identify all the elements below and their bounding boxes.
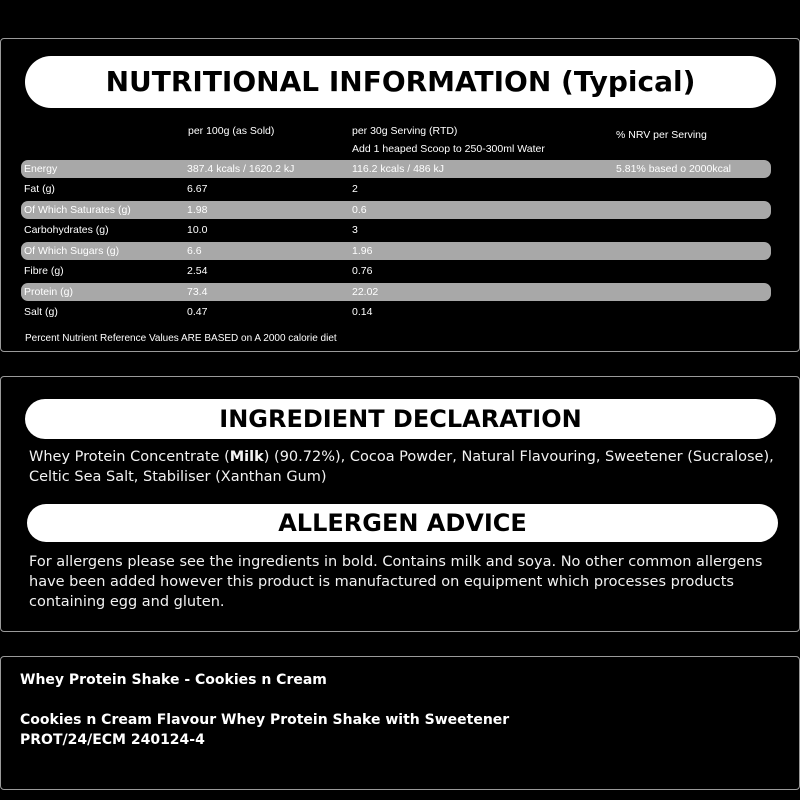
row-label: Energy [24, 163, 58, 175]
row-label: Fibre (g) [24, 265, 64, 277]
table-row [21, 221, 771, 239]
header-per-100g: per 100g (as Sold) [188, 125, 275, 137]
nutrition-title: NUTRITIONAL INFORMATION (Typical) [25, 56, 776, 108]
row-nrv: 5.81% based o 2000kcal [616, 163, 732, 175]
table-row [21, 160, 771, 178]
table-row [21, 180, 771, 198]
row-per100: 6.67 [187, 183, 208, 195]
table-row [21, 303, 771, 321]
nrv-footnote: Percent Nutrient Reference Values ARE BASED on A 2000 calorie diet [25, 333, 337, 344]
ingredients-text-end: ) (90.72%), Cocoa Powder, Natural Flavouring, Sweetener (Sucralose), Celtic Sea Salt, Stabiliser (Xanthan Gum) [29, 449, 774, 485]
row-label: Protein (g) [24, 286, 74, 298]
allergen-text: For allergens please see the ingredients in bold. Contains milk and soya. No other common allergens have been added however this product is manufactured on equipment which processes products containing egg and gluten. [29, 554, 763, 610]
row-label: Fat (g) [24, 183, 55, 195]
row-per100: 6.6 [187, 245, 202, 257]
row-per-serving: 0.14 [352, 306, 373, 318]
row-per-serving: 2 [352, 183, 358, 195]
table-row [21, 283, 771, 301]
row-per-serving: 22.02 [352, 286, 379, 298]
row-label: Of Which Saturates (g) [24, 204, 131, 216]
ingredients-panel [0, 376, 800, 632]
row-label: Of Which Sugars (g) [24, 245, 120, 257]
product-code: PROT/24/ECM 240124-4 [20, 732, 205, 748]
product-panel [0, 656, 800, 790]
row-per-serving: 1.96 [352, 245, 373, 257]
header-per-serving: per 30g Serving (RTD) [352, 125, 458, 137]
row-per-serving: 0.76 [352, 265, 373, 277]
ingredients-text [29, 447, 779, 487]
row-per100: 2.54 [187, 265, 208, 277]
row-per100: 0.47 [187, 306, 208, 318]
ingredients-text-start: Whey Protein Concentrate ( [29, 449, 230, 465]
row-per100: 387.4 kcals / 1620.2 kJ [187, 163, 295, 175]
table-row [21, 201, 771, 219]
ingredients-title: INGREDIENT DECLARATION [25, 399, 776, 439]
row-per-serving: 0.6 [352, 204, 367, 216]
table-row [21, 242, 771, 260]
product-description: Cookies n Cream Flavour Whey Protein Shake with Sweetener [20, 712, 510, 728]
row-label: Salt (g) [24, 306, 58, 318]
row-per-serving: 116.2 kcals / 486 kJ [352, 163, 445, 175]
allergen-title: ALLERGEN ADVICE [27, 504, 778, 542]
row-label: Carbohydrates (g) [24, 224, 109, 236]
table-row [21, 262, 771, 280]
product-name: Whey Protein Shake - Cookies n Cream [20, 672, 327, 688]
allergen-bold-milk: Milk [229, 449, 264, 465]
header-per-serving-sub: Add 1 heaped Scoop to 250-300ml Water [352, 143, 545, 155]
row-per100: 1.98 [187, 204, 208, 216]
nutrition-panel [0, 38, 800, 352]
row-per-serving: 3 [352, 224, 358, 236]
row-per100: 73.4 [187, 286, 208, 298]
header-nrv: % NRV per Serving [616, 129, 707, 141]
row-per100: 10.0 [187, 224, 208, 236]
